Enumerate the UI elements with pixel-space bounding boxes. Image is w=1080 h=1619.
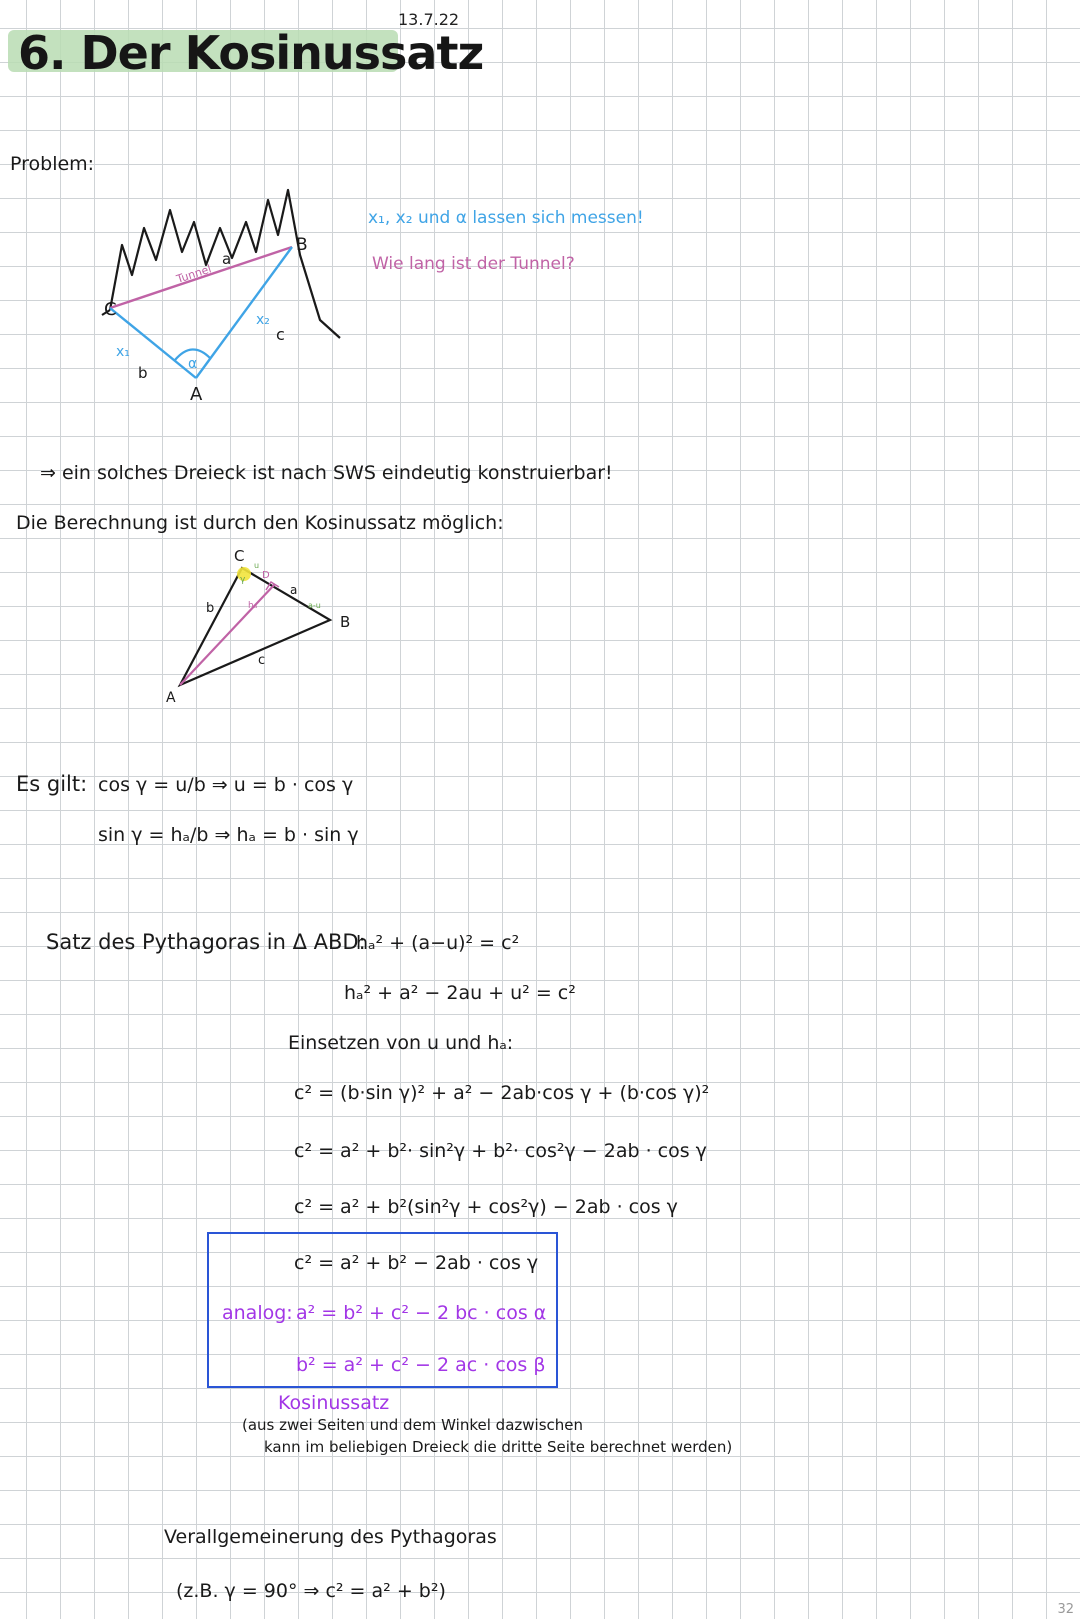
alpha-label: α — [188, 356, 198, 372]
date: 13.7.22 — [398, 10, 460, 29]
einsetzen-label: Einsetzen von u und hₐ: — [288, 1032, 514, 1054]
point-b-label: B — [296, 235, 308, 255]
t2-point-b-label: B — [340, 613, 351, 631]
t2-side-b-label: b — [206, 601, 215, 616]
triangle-figure — [150, 540, 370, 710]
pythagoras-eq3: c² = (b·sin γ)² + a² − 2ab·cos γ + (b·cos γ)² — [294, 1082, 710, 1104]
t2-gamma-label: γ — [240, 575, 246, 585]
pythagoras-eq4: c² = a² + b²· sin²γ + b²· cos²γ − 2ab · cos γ — [294, 1140, 707, 1162]
analog-label: analog: — [222, 1302, 293, 1324]
problem-label: Problem: — [10, 153, 95, 175]
box-main-formula: c² = a² + b² − 2ab · cos γ — [294, 1252, 539, 1274]
sws-conclusion: ⇒ ein solches Dreieck ist nach SWS eindeutig konstruierbar! — [40, 462, 613, 484]
point-a-label: A — [190, 384, 203, 405]
es-gilt-line2: sin γ = hₐ/b ⇒ hₐ = b · sin γ — [98, 824, 359, 846]
t2-point-a-label: A — [166, 690, 176, 706]
point-c-label: C — [104, 299, 117, 320]
kosinussatz-desc-2: kann im beliebigen Dreieck die dritte Seite berechnet werden) — [264, 1438, 733, 1456]
tunnel-figure — [80, 180, 370, 420]
kosinussatz-desc-1: (aus zwei Seiten und dem Winkel dazwischen — [242, 1416, 583, 1434]
measure-note: x₁, x₂ und α lassen sich messen! — [368, 208, 644, 228]
side-x1 — [110, 308, 196, 378]
verallgemeinerung-label: Verallgemeinerung des Pythagoras — [164, 1526, 497, 1548]
es-gilt-line1: cos γ = u/b ⇒ u = b · cos γ — [98, 774, 354, 796]
verallgemeinerung-example: (z.B. γ = 90° ⇒ c² = a² + b²) — [176, 1580, 446, 1602]
pythagoras-eq5: c² = a² + b²(sin²γ + cos²γ) − 2ab · cos γ — [294, 1196, 678, 1218]
t2-side-c-label: c — [258, 653, 266, 668]
calc-intro: Die Berechnung ist durch den Kosinussatz möglich: — [16, 512, 504, 534]
t2-a-minus-u-label: a-u — [308, 601, 321, 610]
height-ha — [180, 584, 275, 685]
page-number: 32 — [1057, 1602, 1074, 1617]
tunnel-label: Tunnel — [174, 262, 213, 286]
es-gilt-label: Es gilt: — [16, 772, 88, 796]
pythagoras-label: Satz des Pythagoras in Δ ABD: — [46, 930, 366, 954]
side-x2 — [196, 247, 292, 378]
page-title: 6. Der Kosinussatz — [18, 26, 484, 80]
pythagoras-eq1: hₐ² + (a−u)² = c² — [356, 932, 520, 954]
side-b-label: b — [138, 364, 148, 382]
kosinussatz-label: Kosinussatz — [278, 1392, 390, 1414]
t2-ha-label: hₐ — [248, 601, 258, 611]
pythagoras-eq2: hₐ² + a² − 2au + u² = c² — [344, 982, 576, 1004]
side-c-label: c — [276, 325, 285, 344]
analog-formula-1: a² = b² + c² − 2 bc · cos α — [296, 1302, 547, 1324]
t2-u-label: u — [254, 561, 260, 570]
question-note: Wie lang ist der Tunnel? — [372, 254, 575, 274]
triangle-abc — [180, 568, 330, 685]
x2-label: x₂ — [256, 312, 270, 328]
t2-point-c-label: C — [234, 547, 245, 565]
x1-label: x₁ — [116, 344, 130, 360]
t2-d-label: D — [262, 570, 270, 581]
side-a-label: a — [222, 250, 232, 268]
analog-formula-2: b² = a² + c² − 2 ac · cos β — [296, 1354, 546, 1376]
t2-side-a-label: a — [290, 583, 298, 597]
